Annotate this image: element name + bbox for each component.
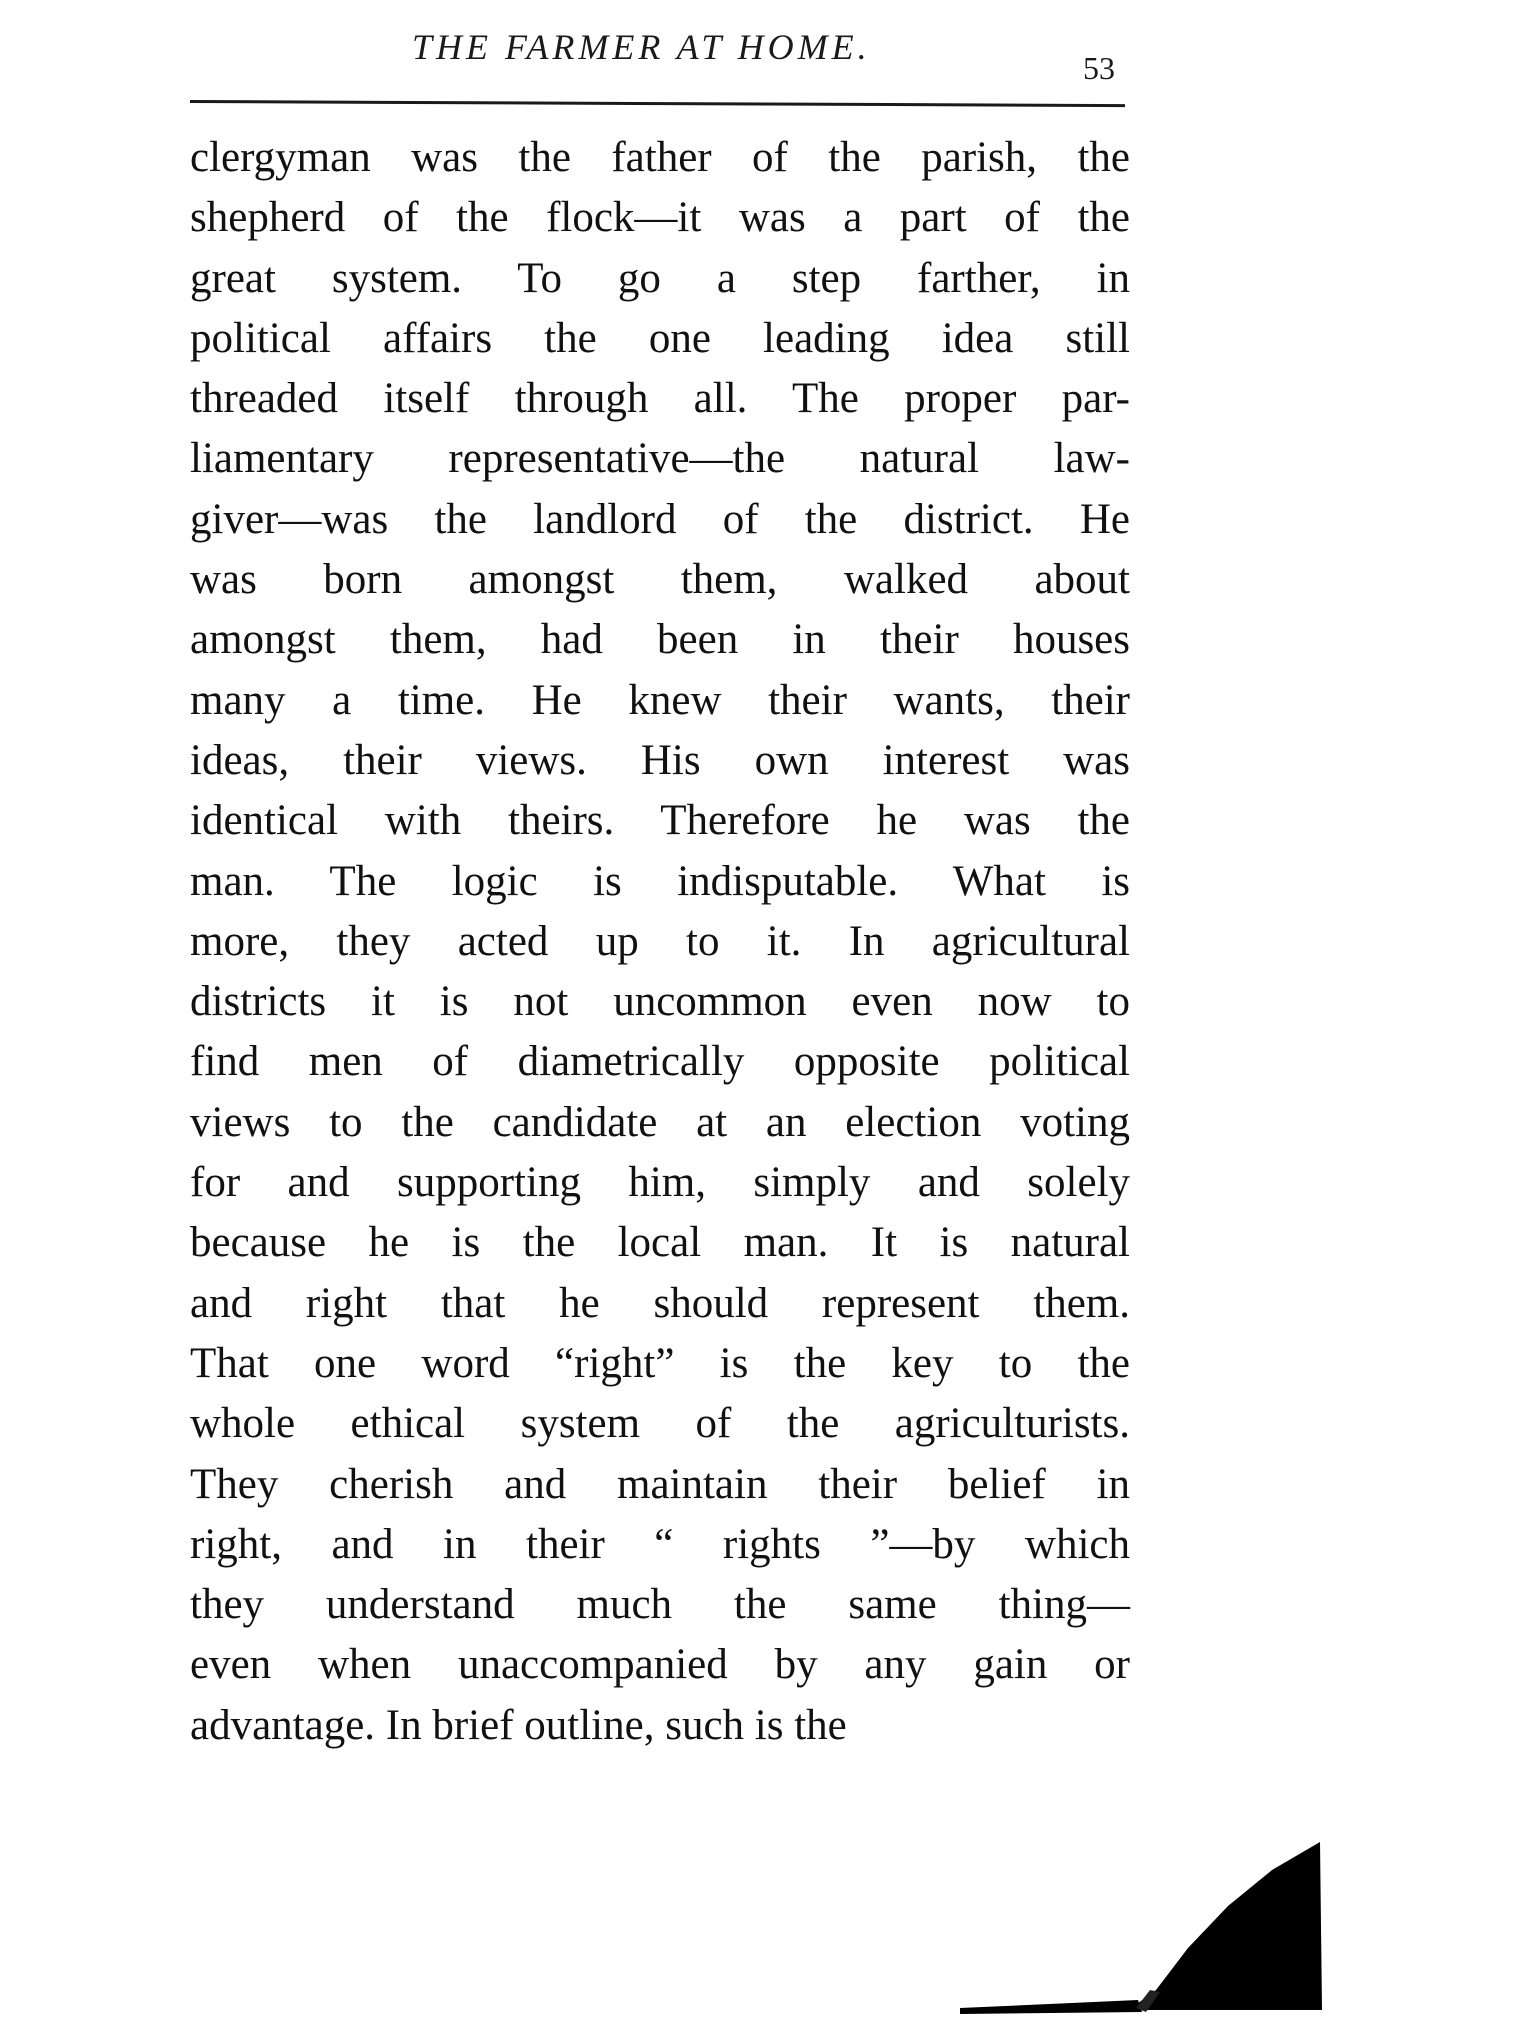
- body-text: [190, 128, 1130, 1756]
- text-line: amongst them, had been in their houses: [190, 616, 1130, 664]
- header-rule: [190, 100, 1125, 107]
- text-line: political affairs the one leading idea still: [190, 314, 1130, 362]
- text-line: That one word “right” is the key to the: [190, 1339, 1130, 1387]
- page-curl-shadow: [960, 1840, 1330, 2030]
- running-header: THE FARMER AT HOME.: [412, 27, 871, 67]
- text-line: views to the candidate at an election voting: [190, 1098, 1130, 1146]
- text-line: they understand much the same thing—: [190, 1581, 1130, 1629]
- text-line: great system. To go a step farther, in: [190, 254, 1130, 302]
- text-line: because he is the local man. It is natural: [190, 1219, 1130, 1267]
- text-line: clergyman was the father of the parish, the: [190, 134, 1130, 181]
- text-line: districts it is not uncommon even now to: [190, 978, 1130, 1026]
- text-line: for and supporting him, simply and solely: [190, 1159, 1130, 1207]
- page-number: 53: [1083, 50, 1115, 86]
- text-line: giver—was the landlord of the district. He: [190, 495, 1130, 543]
- text-line: right, and in their “ rights ”—by which: [190, 1520, 1130, 1568]
- text-line: and right that he should represent them.: [190, 1279, 1130, 1327]
- text-line: many a time. He knew their wants, their: [190, 676, 1130, 724]
- text-line: shepherd of the flock—it was a part of the: [190, 194, 1130, 242]
- text-line: was born amongst them, walked about: [190, 556, 1130, 604]
- text-line: advantage. In brief outline, such is the: [190, 1701, 847, 1749]
- text-line: man. The logic is indisputable. What is: [190, 857, 1130, 905]
- text-line: even when unaccompanied by any gain or: [190, 1641, 1130, 1689]
- text-line: threaded itself through all. The proper par-: [190, 375, 1130, 423]
- text-line: find men of diametrically opposite political: [190, 1038, 1130, 1086]
- text-line: liamentary representative—the natural law-: [190, 435, 1130, 483]
- text-line: They cherish and maintain their belief in: [190, 1460, 1130, 1508]
- text-line: identical with theirs. Therefore he was the: [190, 797, 1130, 845]
- text-line: ideas, their views. His own interest was: [190, 736, 1130, 784]
- text-line: whole ethical system of the agriculturists.: [190, 1400, 1130, 1448]
- text-line: more, they acted up to it. In agricultural: [190, 917, 1130, 965]
